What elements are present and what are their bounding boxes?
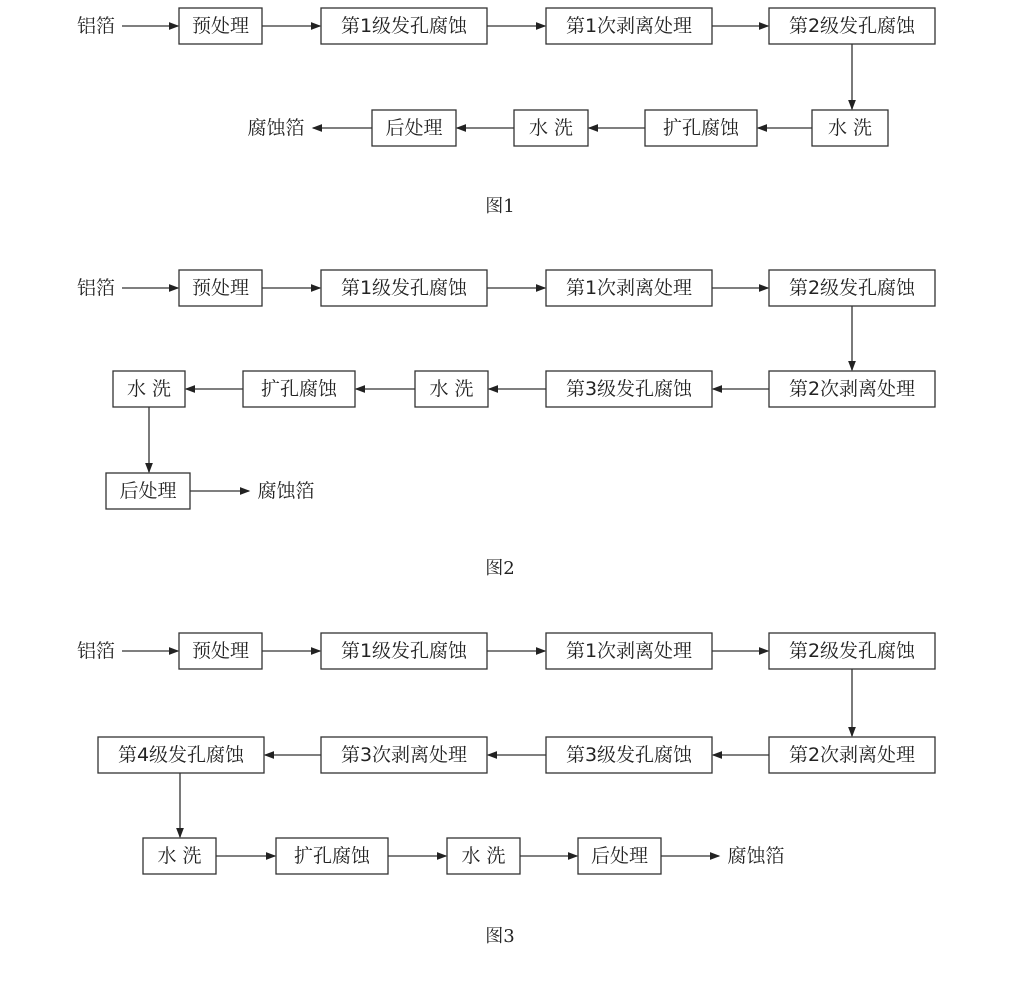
process-step-label: 水 洗	[157, 845, 202, 867]
process-step-label: 第2次剥离处理	[788, 378, 916, 400]
input-material-label: 铝箔	[76, 640, 116, 662]
process-step-label: 第4级发孔腐蚀	[117, 744, 245, 766]
figure-caption: 图1	[485, 196, 515, 217]
process-step-label: 第1级发孔腐蚀	[340, 640, 468, 662]
process-step-label: 第2级发孔腐蚀	[788, 640, 916, 662]
input-material-label: 铝箔	[76, 277, 116, 299]
process-step-label: 第3级发孔腐蚀	[565, 744, 693, 766]
output-product-label: 腐蚀箔	[727, 845, 785, 867]
process-step-label: 第1级发孔腐蚀	[340, 15, 468, 37]
process-step-label: 第2级发孔腐蚀	[788, 277, 916, 299]
process-step-label: 扩孔腐蚀	[293, 845, 371, 867]
process-step-label: 后处理	[385, 117, 443, 139]
process-step-label: 后处理	[119, 480, 177, 502]
process-step-label: 第3级发孔腐蚀	[565, 378, 693, 400]
process-step-label: 扩孔腐蚀	[662, 117, 740, 139]
process-step-label: 水 洗	[126, 378, 172, 400]
process-step-label: 预处理	[191, 15, 250, 37]
process-step-label: 第2级发孔腐蚀	[788, 15, 916, 37]
input-material-label: 铝箔	[76, 15, 116, 37]
output-product-label: 腐蚀箔	[247, 117, 305, 139]
process-step-label: 第1次剥离处理	[565, 15, 693, 37]
figure-caption: 图2	[485, 558, 515, 579]
process-step-label: 第1次剥离处理	[565, 277, 693, 299]
process-step-label: 后处理	[590, 845, 649, 867]
process-step-label: 扩孔腐蚀	[260, 378, 338, 400]
process-step-label: 预处理	[191, 277, 250, 299]
process-step-label: 第1级发孔腐蚀	[340, 277, 468, 299]
process-step-label: 第1次剥离处理	[565, 640, 693, 662]
figure-caption: 图3	[485, 926, 515, 947]
process-step-label: 第2次剥离处理	[788, 744, 916, 766]
output-product-label: 腐蚀箔	[257, 480, 315, 502]
process-step-label: 水 洗	[528, 117, 574, 139]
process-step-label: 预处理	[191, 640, 250, 662]
process-step-label: 水 洗	[429, 378, 474, 400]
process-step-label: 水 洗	[461, 845, 506, 867]
process-step-label: 第3次剥离处理	[340, 744, 468, 766]
process-step-label: 水 洗	[827, 117, 873, 139]
